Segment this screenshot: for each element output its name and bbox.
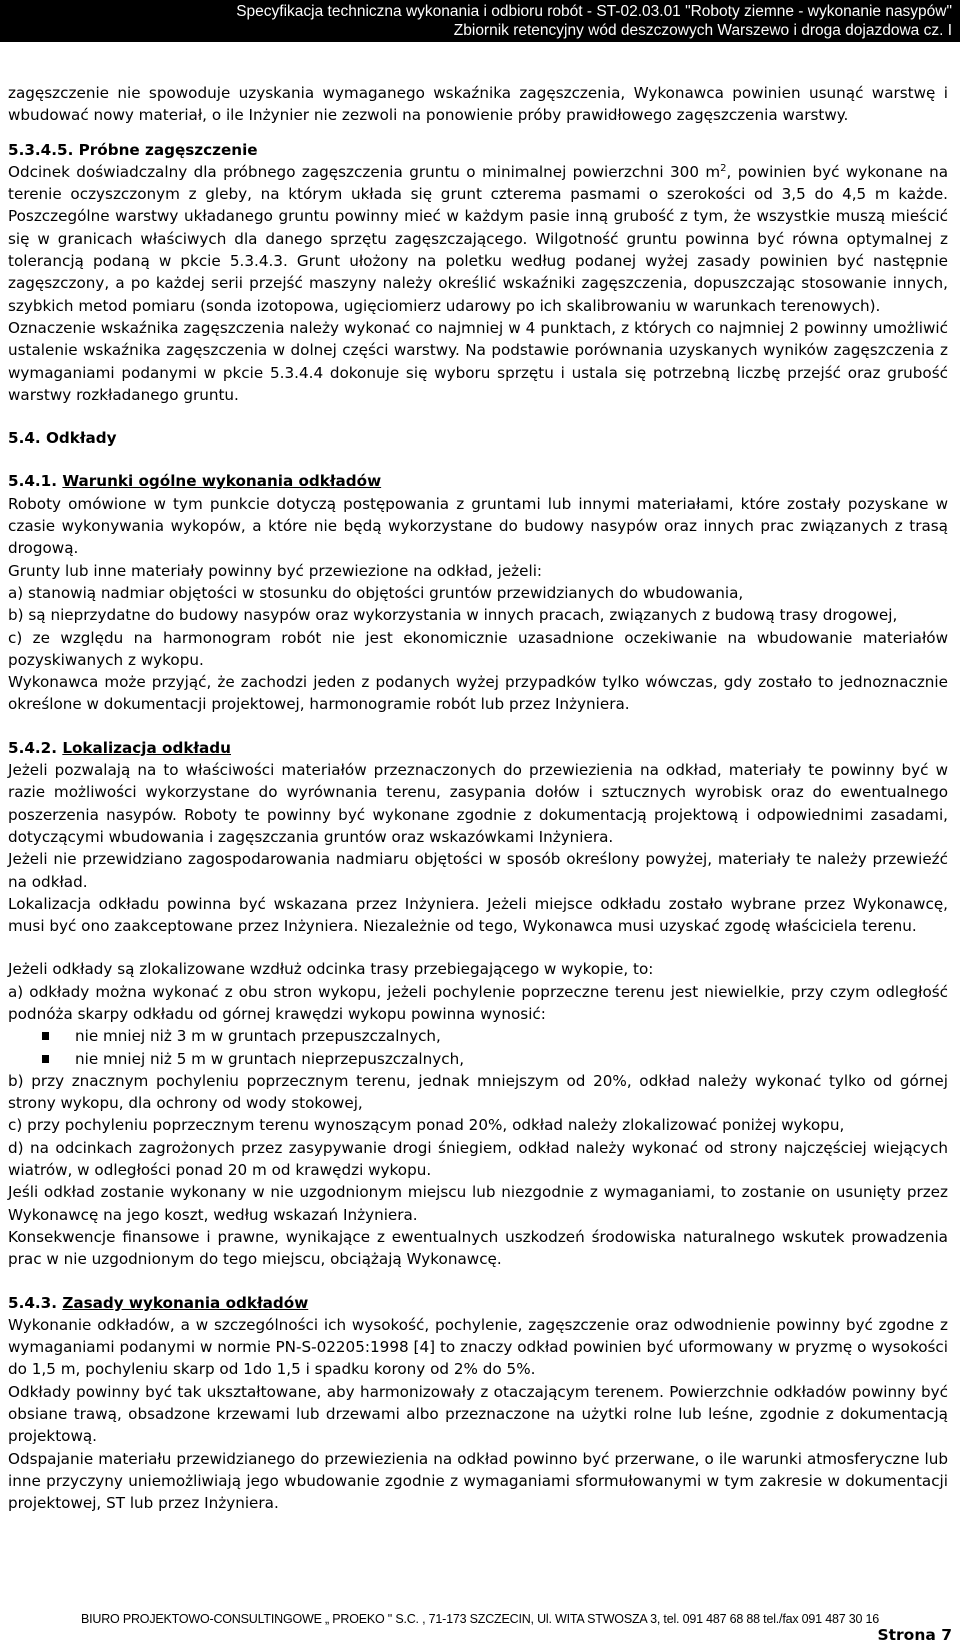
square-bullet-icon — [42, 1032, 49, 1040]
list-item: b) są nieprzydatne do budowy nasypów oraz wykorzystania w innych pracach, związanych z budową trasy drogowej, — [8, 606, 898, 625]
section-heading-5-4: 5.4. Odkłady — [8, 429, 117, 448]
section-number: 5.4.1. — [8, 472, 58, 491]
section-heading-5-4-1 — [8, 470, 948, 492]
header-line-2: Zbiornik retencyjny wód deszczowych Warszewo i droga dojazdowa cz. I — [453, 22, 952, 39]
page-number: Strona 7 — [877, 1626, 952, 1644]
bullet-item — [8, 1025, 948, 1047]
header-line-1: Specyfikacja techniczna wykonania i odbioru robót - ST-02.03.01 "Roboty ziemne - wykonanie nasypów" — [236, 3, 952, 20]
paragraph: Konsekwencje finansowe i prawne, wynikające z ewentualnych uszkodzeń środowiska naturalnego wskutek prowadzenia prac w nie uzgodnionym do tego miejscu, obciążają Wykonawcę. — [8, 1227, 948, 1269]
paragraph: Odkłady powinny być tak ukształtowane, aby harmonizowały z otaczającym terenem. Powierzchnie odkładów powinny być obsiane trawą, obsadzone krzewami lub drzewami albo przeznaczone na użytki rolne lub leśne, zgodnie z dokumentacją projektową. — [8, 1382, 948, 1446]
section-title: Zasady wykonania odkładów — [62, 1293, 309, 1312]
section-number: 5.4.3. — [8, 1293, 58, 1312]
text-run: Odcinek doświadczalny dla próbnego zagęszczenia gruntu o minimalnej powierzchni 300 m — [8, 162, 721, 181]
square-bullet-icon — [42, 1055, 49, 1063]
paragraph: Jeżeli nie przewidziano zagospodarowania nadmiaru objętości w sposób określony powyżej, materiały te należy przewieźć na odkład. — [8, 850, 948, 891]
paragraph: Lokalizacja odkładu powinna być wskazana przez Inżyniera. Jeżeli miejsce odkładu zostało wybrane przez Wykonawcę, musi być ono zaakceptowane przez Inżyniera. Niezależnie od tego, Wykonawca musi uzyskać zgodę właściciela terenu. — [8, 894, 948, 936]
section-heading-5-4-3 — [8, 1292, 948, 1314]
section-heading-5-4-2 — [8, 737, 948, 759]
bullet-text: nie mniej niż 3 m w gruntach przepuszczalnych, — [75, 1027, 441, 1046]
document-footer: BIURO PROJEKTOWO-CONSULTINGOWE „ PROEKO " S.C. , 71-173 SZCZECIN, Ul. WITA STWOSZA 3, tel. 091 487 68 88 tel./fax 091 487 30 16 — [80, 1612, 880, 1626]
paragraph: Wykonawca może przyjąć, że zachodzi jeden z podanych wyżej przypadków tylko wówczas, gdy zostało to jednoznacznie określone w dokumentacji projektowej, harmonogramie robót lub przez Inżyniera. — [8, 673, 948, 714]
section-title: Warunki ogólne wykonania odkładów — [62, 472, 382, 491]
paragraph — [8, 161, 948, 317]
paragraph: Jeżeli odkłady są zlokalizowane wzdłuż odcinka trasy przebiegającego w wykopie, to: — [8, 960, 654, 979]
paragraph: Jeżeli pozwalają na to właściwości materiałów przeznaczonych do przewiezienia na odkład, materiały te powinny być w razie możliwości wykorzystane do wyrównania terenu, zasypania dołów i sztucznych wyrobisk oraz do ewentualnego poszerzenia nasypów. Roboty te powinny być wykonane zgodnie z dokumentacją projektową i odpowiednimi zasadami, dotyczącymi wbudowania i zagęszczania gruntów oraz wskazówkami Inżyniera. — [8, 761, 948, 846]
paragraph: Odspajanie materiału przewidzianego do przewiezienia na odkład powinno być przerwane, o ile warunki atmosferyczne lub inne przyczyny uniemożliwiają jego wbudowanie zgodnie z wymaganiami sformułowanymi w tym zakresie w dokumentacji projektowej, ST lub przez Inżyniera. — [8, 1449, 948, 1513]
paragraph: Roboty omówione w tym punkcie dotyczą postępowania z gruntami lub innymi materiałami, które zostały pozyskane w czasie wykonywania wykopów, a które nie będą wykorzystane do budowy nasypów oraz innych prac związanych z trasą drogową. — [8, 494, 948, 558]
intro-paragraph: zagęszczenie nie spowoduje uzyskania wymaganego wskaźnika zagęszczenia, Wykonawca powinien usunąć warstwę i wbudować nowy materiał, o ile Inżynier nie zezwoli na ponowienie próby prawidłowego zagęszczenia warstwy. — [8, 84, 948, 125]
list-item: a) stanowią nadmiar objętości w stosunku do objętości gruntów przewidzianych do wbudowania, — [8, 583, 744, 602]
paragraph: Wykonanie odkładów, a w szczególności ich wysokość, pochylenie, zagęszczenie oraz odwodnienie powinny być zgodne z wymaganiami podanymi w normie PN-S-02205:1998 [4] to znaczy odkład powinien być uformowany w pryzmę o wysokości do 1,5 m, pochyleniu skarp od 1do 1,5 i spadku korony od 2% do 5%. — [8, 1315, 948, 1379]
paragraph: Jeśli odkład zostanie wykonany w nie uzgodnionym miejscu lub niezgodnie z wymaganiami, to zostanie on usunięty przez Wykonawcę na jego koszt, według wskazań Inżyniera. — [8, 1183, 948, 1224]
section-heading-5-3-4-5 — [8, 139, 948, 161]
section-title: Lokalizacja odkładu — [62, 738, 231, 757]
document-header — [0, 0, 960, 42]
list-item: c) przy pochyleniu poprzecznym terenu wynoszącym ponad 20%, odkład należy zlokalizować poniżej wykopu, — [8, 1116, 845, 1135]
superscript: 2 — [720, 162, 727, 174]
paragraph: Oznaczenie wskaźnika zagęszczenia należy wykonać co najmniej w 4 punktach, z których co najmniej 2 powinny umożliwić ustalenie wskaźnika zagęszczenia w dolnej części warstwy. Na podstawie porównania uzyskanych wyników zagęszczenia z wymaganiami podanymi w pkcie 5.3.4.4 dokonuje się wyboru sprzętu i ustala się potrzebną liczbę przejść oraz grubość warstwy rozkładanego gruntu. — [8, 318, 948, 404]
paragraph: Grunty lub inne materiały powinny być przewiezione na odkład, jeżeli: — [8, 561, 543, 580]
list-item: a) odkłady można wykonać z obu stron wykopu, jeżeli pochylenie poprzeczne terenu jest niewielkie, przy czym odległość podnóża skarpy odkładu od górnej krawędzi wykopu powinna wynosić: — [8, 982, 948, 1023]
bullet-list — [8, 1025, 948, 1070]
document-body — [8, 82, 948, 1515]
section-number: 5.4.2. — [8, 738, 58, 757]
list-item: c) ze względu na harmonogram robót nie jest ekonomicznie uzasadnione oczekiwanie na wbudowanie materiałów pozyskiwanych z wykopu. — [8, 628, 948, 669]
section-title: Próbne zagęszczenie — [78, 140, 258, 159]
list-item: d) na odcinkach zagrożonych przez zasypywanie drogi śniegiem, odkład należy wykonać od strony najczęściej wiejących wiatrów, w odległości ponad 20 m od krawędzi wykopu. — [8, 1138, 948, 1180]
bullet-item — [8, 1048, 948, 1070]
bullet-text: nie mniej niż 5 m w gruntach nieprzepuszczalnych, — [75, 1049, 465, 1068]
section-number: 5.3.4.5. — [8, 140, 74, 159]
list-item: b) przy znacznym pochyleniu poprzecznym terenu, jednak mniejszym od 20%, odkład należy wykonać tylko od górnej strony wykopu, dla ochrony od wody stokowej, — [8, 1071, 948, 1113]
text-run: , powinien być wykonane na terenie oczyszczonym z gleby, na którym układa się grunt czterema pasmami o szerokości od 3,5 do 4,5 m każde. Poszczególne warstwy układanego gruntu powinny mieć w każdym pasie inną grubość z tym, że wszystkie muszą mieścić się w granicach właściwych dla danego sprzętu zagęszczającego. Wilgotność gruntu powinna być równa optymalnej z tolerancją podaną w pkcie 5.3.4.3. Grunt ułożony na poletku według podanej wyżej zasady powinien być następnie zagęszczony, a po każdej serii przejść maszyny należy określić wskaźniki zagęszczenia, dopuszczając stosowanie innych, szybkich metod pomiaru (sonda izotopowa, ugięciomierz udarowy po ich skalibrowaniu w warunkach terenowych). — [8, 162, 949, 315]
